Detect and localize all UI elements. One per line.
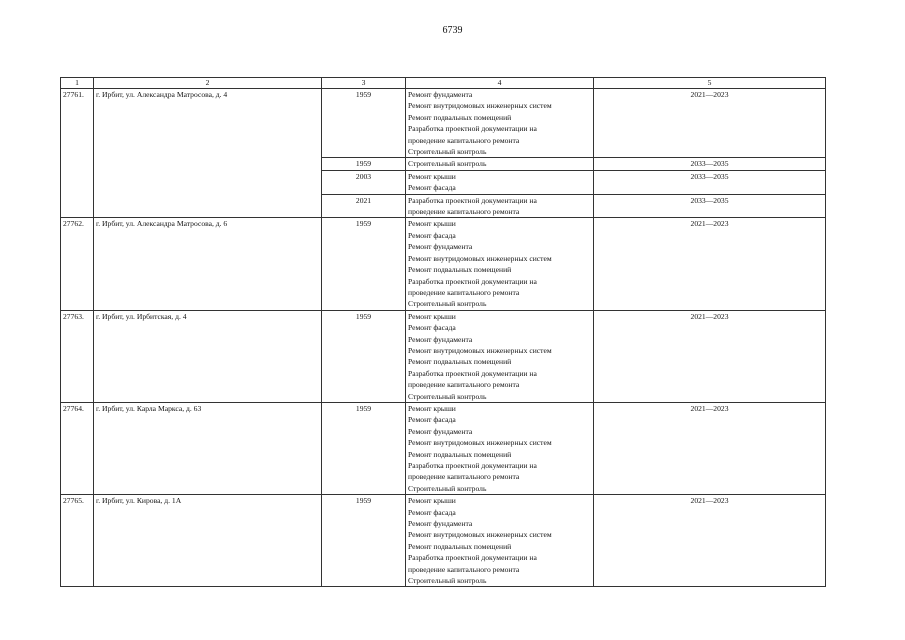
work-item: Ремонт внутридомовых инженерных систем — [408, 438, 552, 448]
work-item: Ремонт фасада — [408, 507, 456, 517]
work-item: Ремонт фасада — [408, 230, 456, 240]
work-item: Разработка проектной документации на — [408, 368, 537, 378]
work-item: проведение капитального ремонта — [408, 564, 520, 574]
work-item: Ремонт внутридомовых инженерных систем — [408, 345, 552, 355]
work-item: Разработка проектной документации на — [408, 461, 537, 470]
table-body — [61, 78, 826, 587]
work-item: Ремонт фундамента — [408, 334, 473, 344]
work-item: Строительный контроль — [408, 483, 487, 493]
year-cell: 2021 — [322, 194, 406, 218]
work-item: Ремонт крыши — [408, 403, 456, 413]
work-item: Ремонт фасада — [408, 323, 456, 333]
work-item: Ремонт крыши — [408, 311, 456, 321]
work-item: проведение капитального ремонта — [408, 287, 520, 297]
work-item: Строительный контроль — [408, 159, 487, 169]
year-cell: 1959 — [322, 402, 406, 494]
work-item: Ремонт подвальных помещений — [408, 265, 512, 275]
entry-number-cell: 27762. — [61, 218, 94, 310]
work-item: Строительный контроль — [408, 299, 487, 309]
entry-number-cell: 27763. — [61, 310, 94, 402]
table-row — [61, 402, 826, 494]
work-item: Ремонт фасада — [408, 415, 456, 425]
works-cell — [406, 402, 594, 494]
work-item: Разработка проектной документации на — [408, 276, 537, 286]
work-item: проведение капитального ремонта — [408, 135, 520, 145]
year-cell: 1959 — [322, 310, 406, 402]
year-cell: 1959 — [322, 158, 406, 170]
work-item: Разработка проектной документации на — [408, 124, 537, 134]
works-cell — [406, 89, 594, 158]
column-number-cell: 1 — [61, 78, 94, 89]
works-cell — [406, 310, 594, 402]
work-item: Ремонт крыши — [408, 496, 456, 506]
period-cell: 2033—2035 — [594, 194, 826, 218]
work-item: проведение капитального ремонта — [408, 207, 520, 217]
work-item: Ремонт подвальных помещений — [408, 449, 512, 459]
work-item: Ремонт фундамента — [408, 426, 473, 436]
address-cell: г. Ирбит, ул. Александра Матросова, д. 6 — [94, 218, 322, 310]
period-cell: 2021—2023 — [594, 218, 826, 310]
work-item: проведение капитального ремонта — [408, 380, 520, 390]
period-cell: 2021—2023 — [594, 310, 826, 402]
work-item: Ремонт фундамента — [408, 90, 473, 99]
page-number: 6739 — [442, 25, 463, 36]
work-item: Строительный контроль — [408, 147, 487, 157]
work-item: проведение капитального ремонта — [408, 472, 520, 482]
repair-schedule-table — [60, 77, 826, 587]
table-row — [61, 218, 826, 310]
address-cell: г. Ирбит, ул. Карла Маркса, д. 63 — [94, 402, 322, 494]
entry-number-cell: 27765. — [61, 495, 94, 587]
entry-number-cell: 27761. — [61, 89, 94, 218]
work-item: Разработка проектной документации на — [408, 553, 537, 563]
entry-number-cell: 27764. — [61, 402, 94, 494]
period-cell: 2021—2023 — [594, 495, 826, 587]
work-item: Ремонт подвальных помещений — [408, 357, 512, 367]
work-item: Ремонт внутридомовых инженерных систем — [408, 253, 552, 263]
period-cell: 2021—2023 — [594, 402, 826, 494]
period-cell: 2033—2035 — [594, 158, 826, 170]
work-item: Ремонт подвальных помещений — [408, 112, 512, 122]
work-item: Ремонт крыши — [408, 171, 456, 181]
work-item: Ремонт подвальных помещений — [408, 541, 512, 551]
column-number-cell: 5 — [594, 78, 826, 89]
table-row — [61, 310, 826, 402]
address-cell: г. Ирбит, ул. Александра Матросова, д. 4 — [94, 89, 322, 218]
works-cell — [406, 170, 594, 194]
address-cell: г. Ирбит, ул. Ирбитская, д. 4 — [94, 310, 322, 402]
works-cell — [406, 158, 594, 170]
table-row — [61, 89, 826, 158]
column-number-row — [61, 78, 826, 89]
work-item: Ремонт внутридомовых инженерных систем — [408, 101, 552, 111]
column-number-cell: 4 — [406, 78, 594, 89]
works-cell — [406, 218, 594, 310]
year-cell: 1959 — [322, 495, 406, 587]
year-cell: 2003 — [322, 170, 406, 194]
work-item: Ремонт внутридомовых инженерных систем — [408, 530, 552, 540]
address-cell: г. Ирбит, ул. Кирова, д. 1А — [94, 495, 322, 587]
table-row — [61, 495, 826, 587]
work-item: Ремонт фундамента — [408, 519, 473, 529]
column-number-cell: 3 — [322, 78, 406, 89]
work-item: Строительный контроль — [408, 391, 487, 401]
work-item: Строительный контроль — [408, 576, 487, 586]
work-item: Ремонт крыши — [408, 219, 456, 229]
column-number-cell: 2 — [94, 78, 322, 89]
year-cell: 1959 — [322, 89, 406, 158]
work-item: Ремонт фундамента — [408, 242, 473, 252]
work-item: Ремонт фасада — [408, 183, 456, 193]
work-item: Разработка проектной документации на — [408, 195, 537, 205]
period-cell: 2021—2023 — [594, 89, 826, 158]
works-cell — [406, 194, 594, 218]
works-cell — [406, 495, 594, 587]
year-cell: 1959 — [322, 218, 406, 310]
period-cell: 2033—2035 — [594, 170, 826, 194]
